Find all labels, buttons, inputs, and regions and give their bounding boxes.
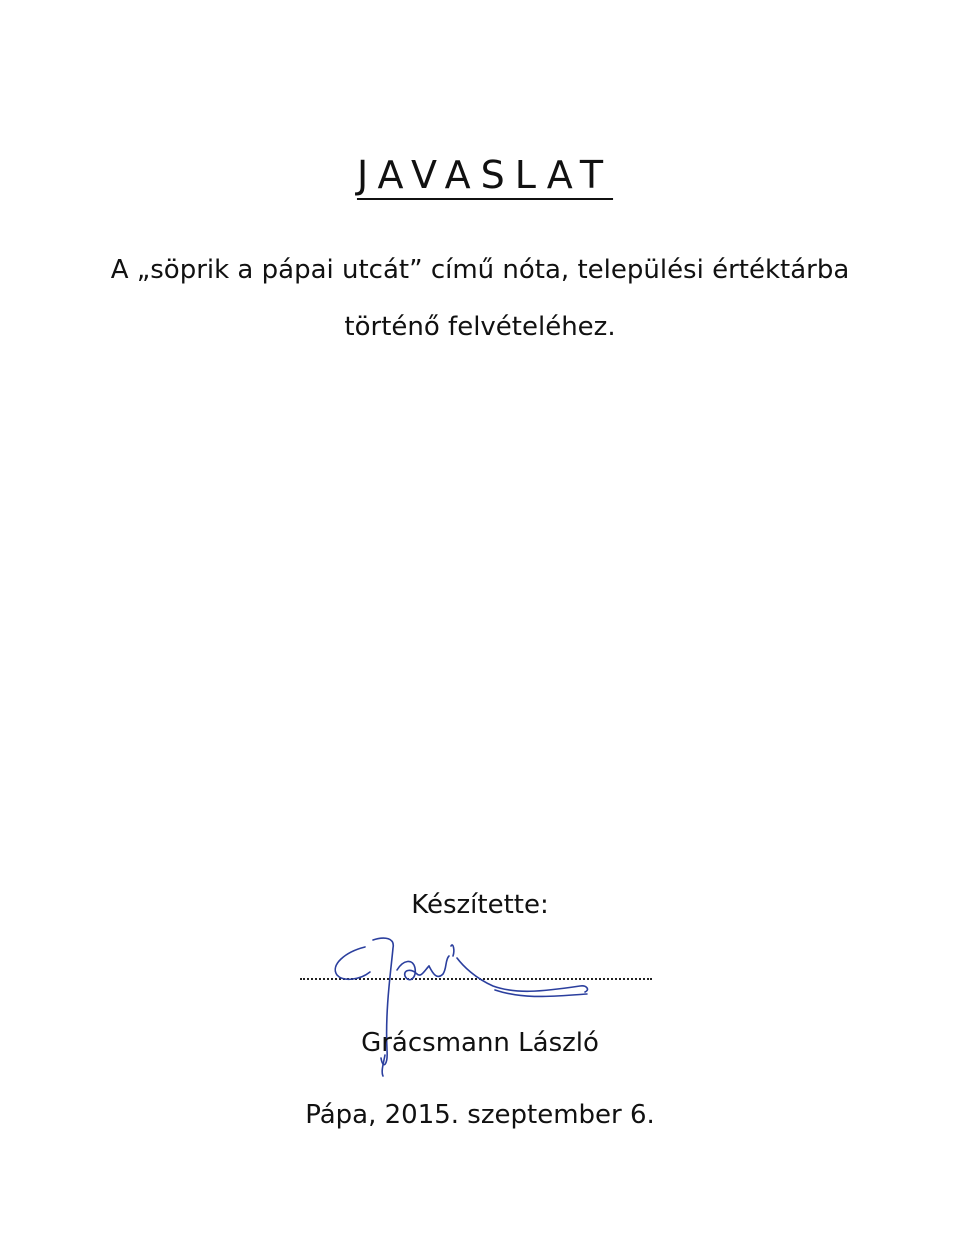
subtitle-line-1: A „söprik a pápai utcát” című nóta, települési értéktárba [110, 255, 850, 285]
subtitle-line-2: történő felvételéhez. [344, 312, 616, 342]
place-and-date: Pápa, 2015. szeptember 6. [305, 1100, 655, 1130]
signatory-name: Grácsmann László [361, 1028, 599, 1058]
document-title [0, 153, 960, 197]
document-title-text: JAVASLAT [356, 153, 614, 197]
made-by-label: Készítette: [411, 890, 549, 920]
